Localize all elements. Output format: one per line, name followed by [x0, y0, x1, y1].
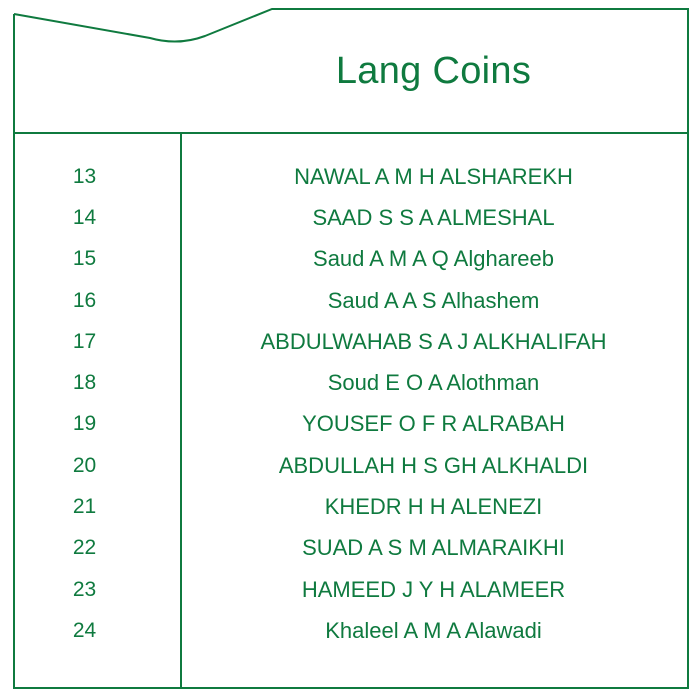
list-item: [14, 362, 686, 403]
row-name: SAAD S S A ALMESHAL: [312, 204, 555, 230]
list-item: [14, 445, 686, 486]
row-name: Khaleel A M A Alawadi: [325, 617, 542, 643]
row-name: ABDULLAH H S GH ALKHALDI: [278, 452, 589, 478]
list-item: [14, 569, 686, 610]
row-name: HAMEED J Y H ALAMEER: [301, 576, 566, 602]
list-item: [14, 197, 686, 238]
row-number: 15: [72, 247, 97, 271]
row-number: 21: [72, 495, 97, 519]
row-name: Soud E O A Alothman: [327, 370, 540, 396]
row-number: 16: [72, 288, 97, 312]
row-name: YOUSEF O F R ALRABAH: [302, 411, 565, 437]
row-name: Saud A A S Alhashem: [327, 287, 540, 313]
row-name: Saud A M A Q Alghareeb: [313, 246, 554, 272]
row-name: KHEDR H H ALENEZI: [324, 494, 543, 520]
row-number: 22: [72, 536, 97, 560]
row-number: 17: [72, 329, 97, 353]
list-item: [14, 486, 686, 527]
row-number: 19: [72, 412, 97, 436]
row-number: 18: [72, 371, 97, 395]
list-item: [14, 156, 686, 197]
row-name: SUAD A S M ALMARAIKHI: [302, 535, 565, 561]
row-number: 24: [72, 618, 97, 642]
row-number: 14: [72, 205, 97, 229]
row-name: NAWAL A M H ALSHAREKH: [294, 163, 573, 189]
row-number: 20: [72, 453, 97, 477]
list-item: [14, 239, 686, 280]
list-item: [14, 610, 686, 651]
list-item: [14, 321, 686, 362]
list-item: [14, 528, 686, 569]
row-number: 13: [72, 164, 97, 188]
row-name: ABDULWAHAB S A J ALKHALIFAH: [260, 328, 607, 354]
name-list: [14, 156, 686, 652]
list-item: [14, 404, 686, 445]
page-title: Lang Coins: [335, 50, 532, 92]
row-number: 23: [72, 577, 97, 601]
list-item: [14, 280, 686, 321]
